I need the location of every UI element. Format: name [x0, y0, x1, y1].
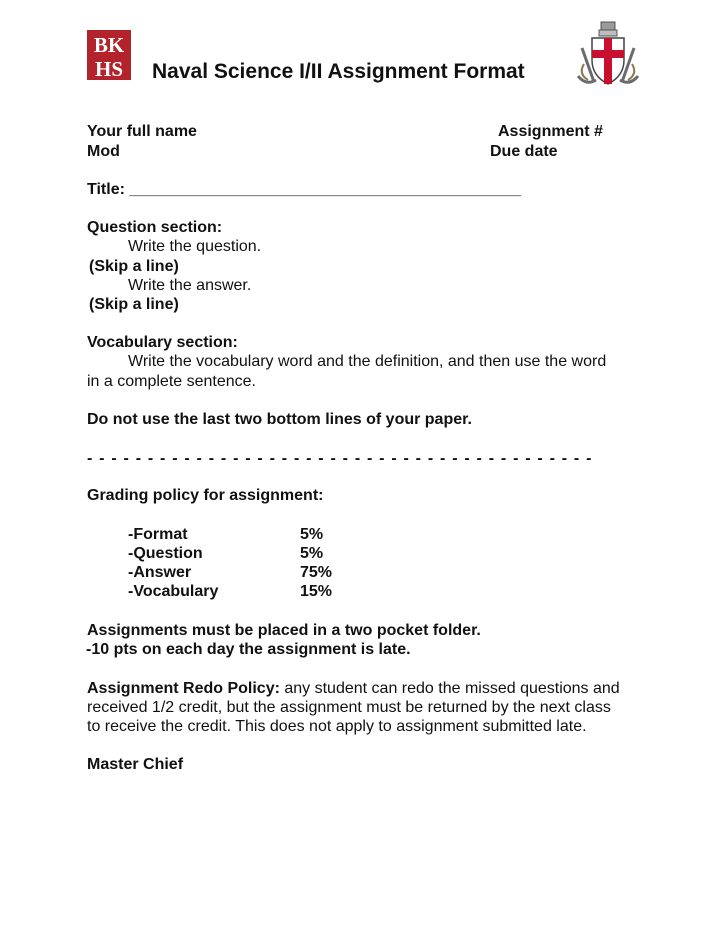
redo-policy-line-3: to receive the credit. This does not apply to assignment submitted late.: [87, 718, 587, 735]
folder-rule: Assignments must be placed in a two pocket folder.: [87, 622, 481, 639]
grading-item-value: 5%: [300, 545, 324, 562]
grading-item-label: -Vocabulary: [128, 583, 219, 600]
grading-item-value: 75%: [300, 564, 333, 581]
grading-item-value: 5%: [300, 526, 324, 543]
grading-item-value: 15%: [300, 583, 333, 600]
grading-item-label: -Format: [128, 526, 188, 543]
redo-policy-line-2: received 1/2 credit, but the assignment must be returned by the next class: [87, 699, 611, 716]
question-section-heading: Question section:: [87, 219, 223, 236]
logo-line-2: HS: [94, 57, 124, 80]
redo-policy-text: any student can redo the missed questions and: [279, 680, 620, 697]
redo-policy-line-1: [87, 679, 620, 698]
skip-line-note-1: (Skip a line): [89, 258, 179, 275]
due-date-label: Due date: [490, 143, 558, 160]
signature: Master Chief: [87, 756, 184, 773]
grading-policy-heading: Grading policy for assignment:: [87, 487, 324, 504]
bottom-lines-warning: Do not use the last two bottom lines of your paper.: [87, 411, 472, 428]
grading-item-label: -Answer: [128, 564, 192, 581]
page-title: Naval Science I/II Assignment Format: [152, 60, 525, 83]
shield-crest-icon: [574, 20, 642, 90]
title-field-label: Title: ____________________________________________: [87, 181, 521, 198]
redo-policy-label: Assignment Redo Policy:: [87, 680, 280, 697]
vocabulary-instruction-line-1: Write the vocabulary word and the definition, and then use the word: [128, 353, 607, 370]
grading-item-label: -Question: [128, 545, 203, 562]
skip-line-note-2: (Skip a line): [89, 296, 179, 313]
logo-line-1: BK: [93, 33, 125, 57]
vocabulary-instruction-line-2: in a complete sentence.: [87, 373, 256, 390]
school-logo: [87, 30, 131, 80]
mod-field-label: Mod: [87, 143, 120, 160]
dashed-separator: - - - - - - - - - - - - - - - - - - - - - - - - - - - - - - - - - - - - - - - - - -: [87, 450, 593, 467]
late-penalty-rule: -10 pts on each day the assignment is late.: [86, 641, 411, 658]
assignment-number-label: Assignment #: [498, 123, 603, 140]
vocabulary-section-heading: Vocabulary section:: [87, 334, 238, 351]
answer-instruction: Write the answer.: [128, 277, 252, 294]
name-field-label: Your full name: [87, 123, 197, 140]
question-instruction: Write the question.: [128, 238, 262, 255]
